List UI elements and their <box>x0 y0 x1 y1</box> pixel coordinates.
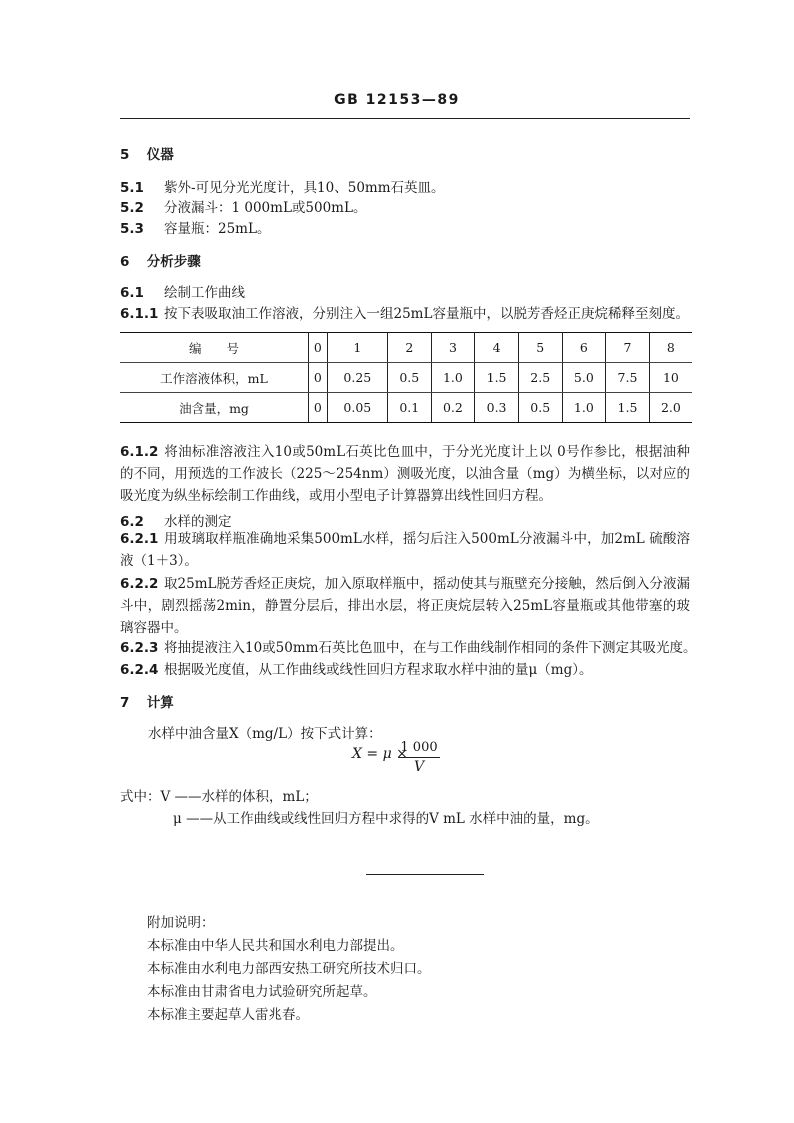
clause-text: 将抽提液注入10或50mm石英比色皿中，在与工作曲线制作相同的条件下测定其吸光度。 <box>164 640 697 656</box>
variable-v-definition: V ——水样的体积，mL； <box>160 789 318 805</box>
table-cell: 0.5 <box>518 393 562 423</box>
clause-6-2-3 <box>120 636 696 656</box>
clause-6-1-1 <box>120 302 689 322</box>
section-7-heading <box>120 691 174 711</box>
table-cell: 2.0 <box>649 393 692 423</box>
section-title: 分析步骤 <box>146 254 201 270</box>
clause-6-2-2 <box>120 573 690 639</box>
header-divider <box>120 118 690 119</box>
formula-fraction <box>398 740 440 775</box>
formula-numerator: 1 000 <box>398 740 440 758</box>
table-cell: 4 <box>475 333 519 363</box>
table-cell: 1.0 <box>431 363 475 393</box>
table-cell: 6 <box>562 333 606 363</box>
table-cell: 2.5 <box>518 363 562 393</box>
row-label: 工作溶液体积，mL <box>120 363 309 393</box>
where-v-line <box>120 785 318 805</box>
table-cell: 0.1 <box>387 393 431 423</box>
clause-number: 6.1.1 <box>120 306 159 322</box>
note-line: 本标准由中华人民共和国水利电力部提出。 <box>147 938 404 954</box>
table-cell: 3 <box>431 333 475 363</box>
clause-5-2 <box>120 196 366 216</box>
table-row <box>120 393 692 423</box>
clause-number: 6.2.1 <box>120 531 159 547</box>
formula-lhs: X = μ × <box>352 746 408 762</box>
clause-text: 容量瓶：25mL。 <box>164 221 271 237</box>
table-row <box>120 363 692 393</box>
clause-text: 将油标准溶液注入10或50mL石英比色皿中，于分光光度计上以 0号作参比，根据油种的不同，用预选的工作波长（225～254nm）测吸光度，以油含量（mg）为横坐标，以对应的吸光度为纵坐标绘制工作曲线，或用小型电子计算器算出线性回归方程。 <box>120 444 690 504</box>
table-cell: 1.5 <box>606 393 650 423</box>
table-cell: 5.0 <box>562 363 606 393</box>
clause-text: 用玻璃取样瓶准确地采集500mL水样，摇匀后注入500mL分液漏斗中，加2mL 硫酸溶液（1＋3）。 <box>120 531 690 569</box>
clause-text: 水样的测定 <box>164 514 232 530</box>
section-number: 5 <box>120 147 130 163</box>
clause-number: 5.2 <box>120 200 144 216</box>
row-label: 油含量，mg <box>120 393 309 423</box>
table-cell: 1.5 <box>475 363 519 393</box>
table-cell: 0.25 <box>327 363 387 393</box>
clause-text: 按下表吸取油工作溶液，分别注入一组25mL容量瓶中，以脱芳香烃正庚烷稀释至刻度。 <box>164 306 689 322</box>
note-line: 本标准由甘肃省电力试验研究所起草。 <box>147 984 377 1000</box>
table-row <box>120 333 692 363</box>
clause-6-1 <box>120 281 245 301</box>
section-5-heading <box>120 143 174 163</box>
section-title: 计算 <box>146 695 174 711</box>
table-cell: 7.5 <box>606 363 650 393</box>
working-solution-table <box>120 332 692 423</box>
clause-number: 6.1 <box>120 285 144 301</box>
table-cell: 2 <box>387 333 431 363</box>
clause-5-3 <box>120 217 270 237</box>
section-title: 仪器 <box>146 147 174 163</box>
clause-text: 取25mL脱芳香烃正庚烷，加入原取样瓶中，摇动使其与瓶壁充分接触，然后倒入分液漏斗中，剧烈摇荡2min，静置分层后，排出水层，将正庚烷层转入25mL容量瓶或其他带塞的玻璃容器中。 <box>120 576 690 636</box>
table-cell: 1 <box>327 333 387 363</box>
table-cell: 7 <box>606 333 650 363</box>
clause-6-2-4 <box>120 658 592 678</box>
section-number: 6 <box>120 254 130 270</box>
clause-text: 根据吸光度值，从工作曲线或线性回归方程求取水样中油的量μ（mg）。 <box>164 662 593 678</box>
clause-text: 紫外-可见分光光度计，具10、50mm石英皿。 <box>164 180 445 196</box>
row-label: 编 号 <box>120 333 309 363</box>
clause-number: 6.2.3 <box>120 640 159 656</box>
table-cell: 0.05 <box>327 393 387 423</box>
clause-number: 6.2 <box>120 514 144 530</box>
table-cell: 0.5 <box>387 363 431 393</box>
table-cell: 10 <box>649 363 692 393</box>
notes-title: 附加说明： <box>147 915 215 931</box>
calculation-intro: 水样中油含量X（mg/L）按下式计算： <box>148 726 382 742</box>
section-number: 7 <box>120 695 130 711</box>
variable-mu-definition: μ ——从工作曲线或线性回归方程中求得的V mL 水样中油的量，mg。 <box>173 811 599 827</box>
clause-6-2-1 <box>120 528 690 572</box>
clause-number: 6.2.2 <box>120 576 159 592</box>
clause-6-1-2 <box>120 441 690 507</box>
note-line: 本标准主要起草人雷兆春。 <box>147 1007 309 1023</box>
where-prefix: 式中： <box>120 789 161 805</box>
table-cell: 0.2 <box>431 393 475 423</box>
clause-number: 6.1.2 <box>120 444 159 460</box>
table-cell: 0 <box>309 393 328 423</box>
table-cell: 5 <box>518 333 562 363</box>
document-code-header: GB 12153—89 <box>334 92 460 108</box>
clause-text: 绘制工作曲线 <box>164 285 245 301</box>
clause-number: 5.3 <box>120 221 144 237</box>
clause-number: 6.2.4 <box>120 662 159 678</box>
formula-denominator: V <box>413 759 425 775</box>
note-line: 本标准由水利电力部西安热工研究所技术归口。 <box>147 961 431 977</box>
table-cell: 8 <box>649 333 692 363</box>
clause-5-1 <box>120 176 445 196</box>
end-divider <box>366 874 484 875</box>
section-6-heading <box>120 250 201 270</box>
clause-number: 5.1 <box>120 180 144 196</box>
table-cell: 0 <box>309 333 328 363</box>
table-cell: 1.0 <box>562 393 606 423</box>
table-cell: 0 <box>309 363 328 393</box>
table-cell: 0.3 <box>475 393 519 423</box>
clause-text: 分液漏斗：1 000mL或500mL。 <box>164 200 367 216</box>
clause-6-2 <box>120 510 232 530</box>
